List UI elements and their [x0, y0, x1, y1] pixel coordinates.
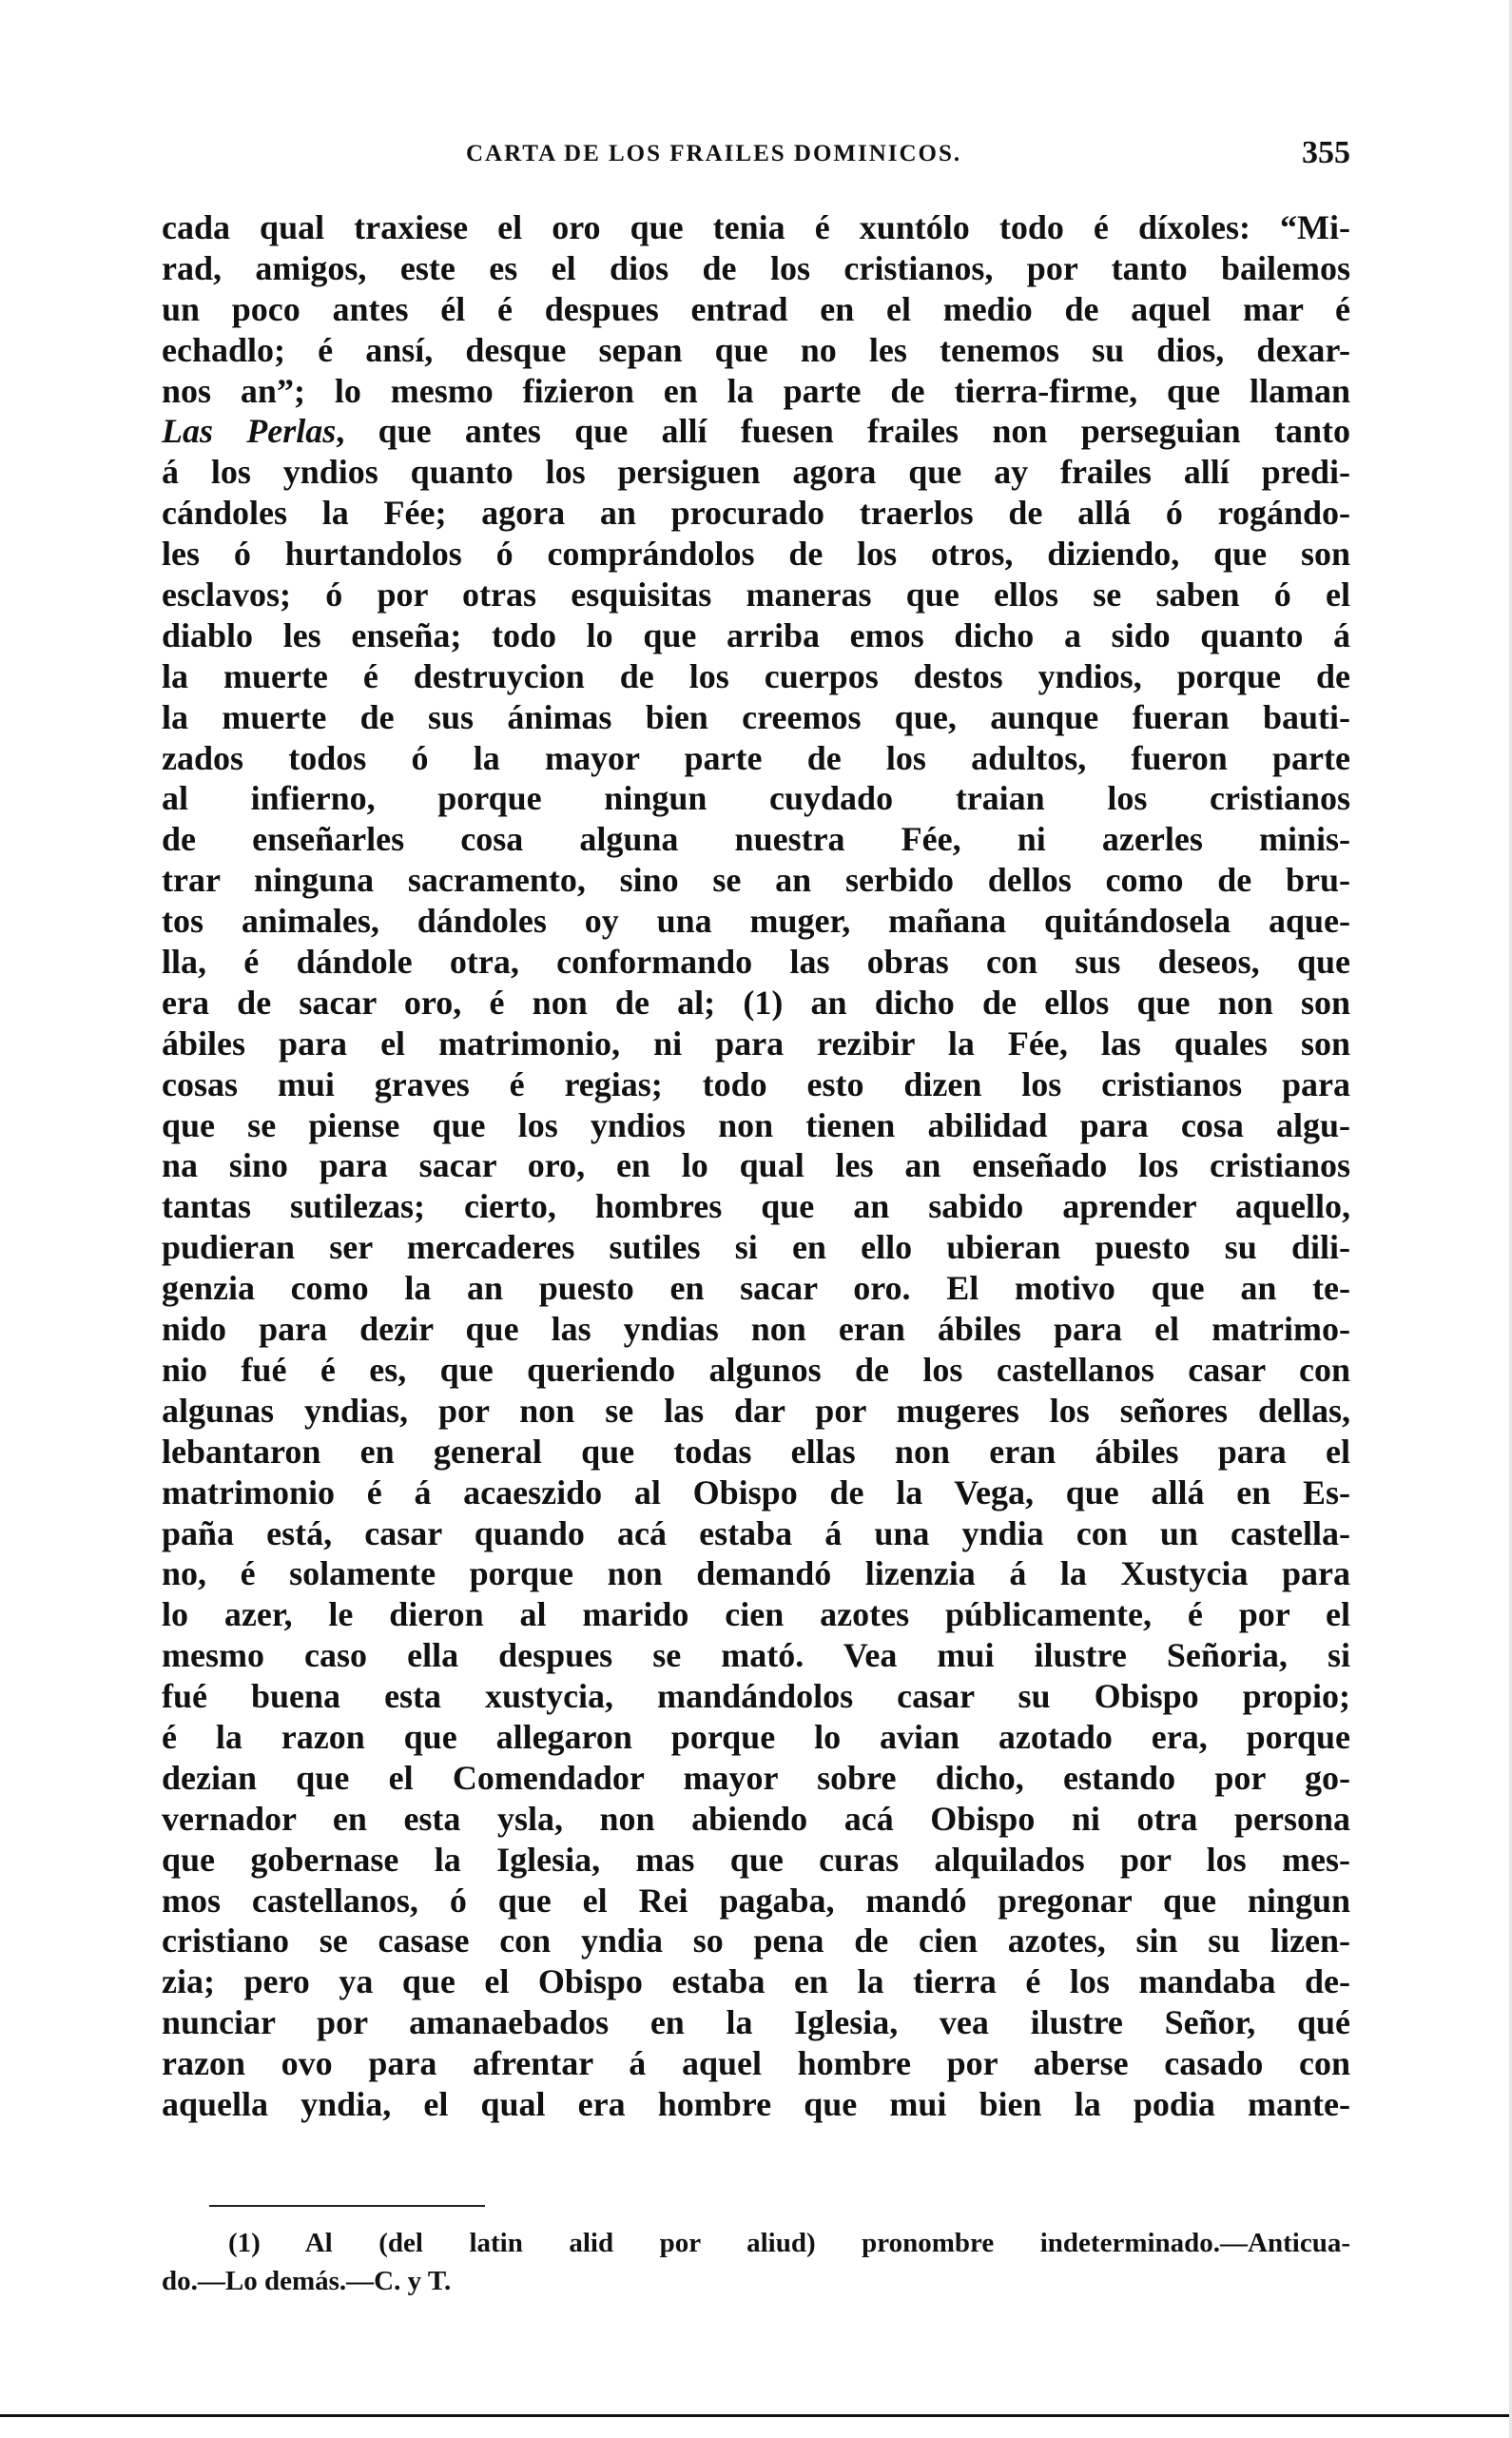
text-line: nio fué é es, que queriendo algunos de los castellanos casar con — [162, 1350, 1350, 1389]
text-line: lebantaron en general que todas ellas non eran ábiles para el — [162, 1432, 1350, 1471]
text-line: cándoles la Fée; agora an procurado traerlos de allá ó rogándo- — [162, 494, 1350, 533]
text-line: nido para dezir que las yndias non eran ábiles para el matrimo- — [162, 1310, 1350, 1349]
page-number: 355 — [1302, 135, 1350, 170]
text-line: á los yndios quanto los persiguen agora que ay frailes allí predi- — [162, 453, 1350, 492]
text-line: razon ovo para afrentar á aquel hombre por aberse casado con — [162, 2044, 1350, 2083]
text-line: pudieran ser mercaderes sutiles si en ello ubieran puesto su dili- — [162, 1228, 1350, 1267]
text-line: rad, amigos, este es el dios de los cristianos, por tanto bailemos — [162, 248, 1350, 287]
text-line: vernador en esta ysla, non abiendo acá Obispo ni otra persona — [162, 1799, 1350, 1838]
text-line: zados todos ó la mayor parte de los adultos, fueron parte — [162, 738, 1350, 777]
text-line: que gobernase la Iglesia, mas que curas alquilados por los mes- — [162, 1840, 1350, 1879]
text-line: Las Perlas, que antes que allí fuesen frailes non perseguian tanto — [162, 412, 1350, 451]
text-line: diablo les enseña; todo lo que arriba emos dicho a sido quanto á — [162, 615, 1350, 654]
footnote-line: (1) Al (del latin alid por aliud) pronombre indeterminado.—Anticua- — [228, 2228, 1350, 2258]
text-line: lo azer, le dieron al marido cien azotes públicamente, é por el — [162, 1595, 1350, 1634]
text-line: cosas mui graves é regias; todo esto dizen los cristianos para — [162, 1064, 1350, 1103]
text-line: ábiles para el matrimonio, ni para rezibir la Fée, las quales son — [162, 1024, 1350, 1063]
text-line: mos castellanos, ó que el Rei pagaba, mandó pregonar que ningun — [162, 1881, 1350, 1920]
text-line: mesmo caso ella despues se mató. Vea mui ilustre Señoria, si — [162, 1636, 1350, 1675]
text-line: tantas sutilezas; cierto, hombres que an sabido aprender aquello, — [162, 1187, 1350, 1226]
text-line: era de sacar oro, é non de al; (1) an dicho de ellos que non son — [162, 983, 1350, 1022]
footnote-divider — [209, 2205, 485, 2207]
text-line: lla, é dándole otra, conformando las obras con sus deseos, que — [162, 943, 1350, 982]
text-line: esclavos; ó por otras esquisitas maneras que ellos se saben ó el — [162, 575, 1350, 614]
text-line: genzia como la an puesto en sacar oro. El motivo que an te- — [162, 1269, 1350, 1308]
running-title: CARTA DE LOS FRAILES DOMINICOS. — [466, 141, 962, 166]
place-name-italic: Las Perlas — [162, 412, 337, 451]
text-line: cristiano se casase con yndia so pena de cien azotes, sin su lizen- — [162, 1921, 1350, 1960]
page-bottom-border — [0, 2414, 1512, 2417]
text-line: la muerte é destruycion de los cuerpos destos yndios, porque de — [162, 656, 1350, 695]
footnote-line: do.—Lo demás.—C. y T. — [162, 2266, 452, 2296]
text-line: nos an”; lo mesmo fizieron en la parte de tierra-firme, que llaman — [162, 371, 1350, 410]
text-line: les ó hurtandolos ó comprándolos de los otros, diziendo, que son — [162, 535, 1350, 574]
text-line: trar ninguna sacramento, sino se an serbido dellos como de bru- — [162, 861, 1350, 900]
text-line: algunas yndias, por non se las dar por mugeres los señores dellas, — [162, 1391, 1350, 1430]
text-line: echadlo; é ansí, desque sepan que no les tenemos su dios, dexar- — [162, 330, 1350, 369]
text-line: paña está, casar quando acá estaba á una yndia con un castella- — [162, 1513, 1350, 1552]
text-line: la muerte de sus ánimas bien creemos que, aunque fueran bauti- — [162, 697, 1350, 736]
text-line: aquella yndia, el qual era hombre que mui bien la podia mante- — [162, 2084, 1350, 2123]
text-line: al infierno, porque ningun cuydado traian los cristianos — [162, 779, 1350, 818]
text-line: nunciar por amanaebados en la Iglesia, vea ilustre Señor, qué — [162, 2003, 1350, 2042]
text-line: cada qual traxiese el oro que tenia é xuntólo todo é díxoles: “Mi- — [162, 208, 1350, 246]
footnote — [162, 2224, 1350, 2300]
text-line: que se piense que los yndios non tienen abilidad para cosa algu- — [162, 1105, 1350, 1144]
text-line: un poco antes él é despues entrad en el medio de aquel mar é — [162, 289, 1350, 328]
text-line: matrimonio é á acaeszido al Obispo de la Vega, que allá en Es- — [162, 1473, 1350, 1512]
text-line: dezian que el Comendador mayor sobre dicho, estando por go- — [162, 1758, 1350, 1797]
text-line: tos animales, dándoles oy una muger, mañana quitándosela aque- — [162, 902, 1350, 941]
text-line: de enseñarles cosa alguna nuestra Fée, ni azerles minis- — [162, 820, 1350, 859]
body-text — [162, 207, 1350, 2125]
text-line: é la razon que allegaron porque lo avian azotado era, porque — [162, 1717, 1350, 1756]
page-header — [162, 135, 1350, 179]
text-line: na sino para sacar oro, en lo qual les an enseñado los cristianos — [162, 1146, 1350, 1185]
text-line: no, é solamente porque non demandó lizenzia á la Xustycia para — [162, 1554, 1350, 1593]
text-line: fué buena esta xustycia, mandándolos casar su Obispo propio; — [162, 1677, 1350, 1716]
text-line: zia; pero ya que el Obispo estaba en la tierra é los mandaba de- — [162, 1962, 1350, 2001]
